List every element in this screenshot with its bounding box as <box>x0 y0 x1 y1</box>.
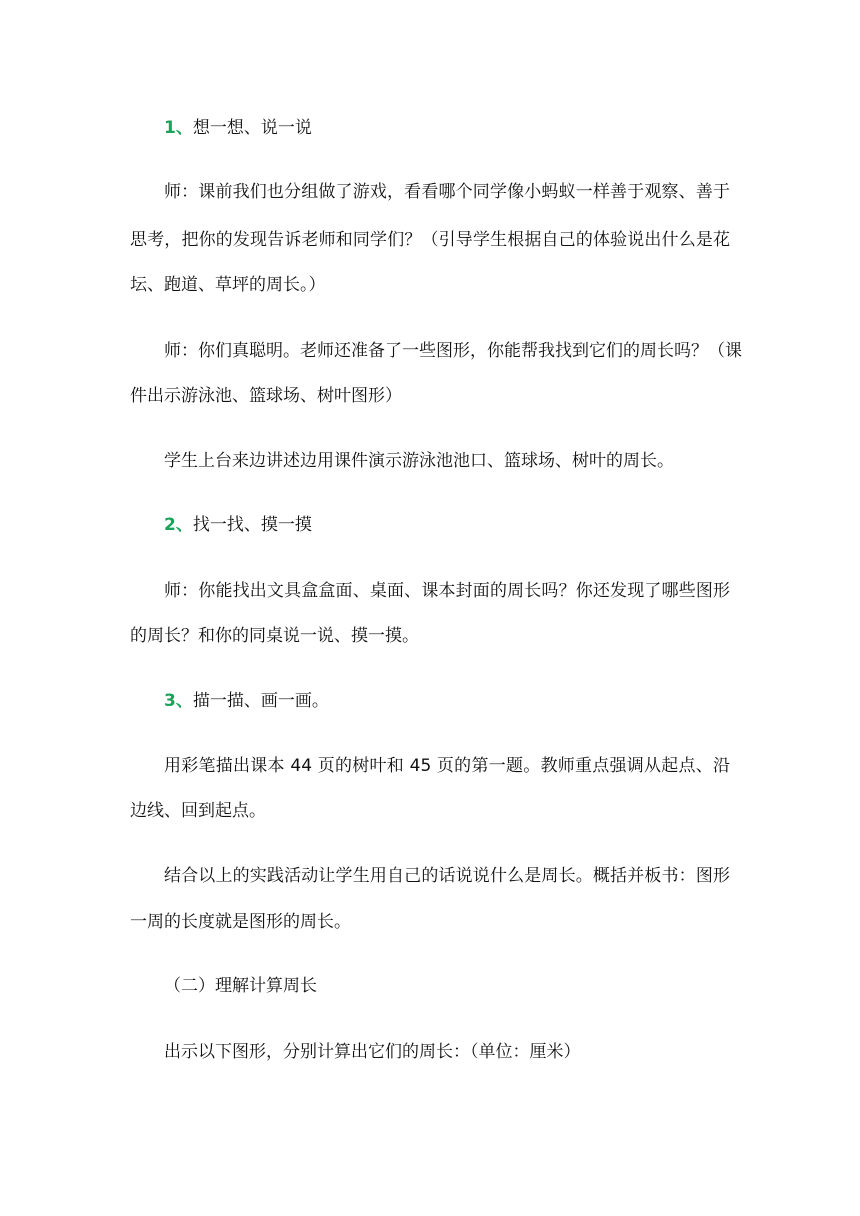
paragraph-line <box>130 181 730 203</box>
paragraph-text: 师：你们真聪明。老师还准备了一些图形，你能帮我找到它们的周长吗？（课 <box>164 341 742 361</box>
paragraph-line <box>130 229 730 251</box>
section-heading-2 <box>164 514 312 536</box>
paragraph-text: 结合以上的实践活动让学生用自己的话说说什么是周长。概括并板书：图形 <box>164 866 730 886</box>
section-number-2: 2、 <box>164 515 193 535</box>
paragraph-line <box>130 274 326 296</box>
section-title-2: 找一找、摸一摸 <box>192 515 312 535</box>
paragraph-text: 的周长？和你的同桌说一说、摸一摸。 <box>130 626 419 646</box>
section-number-3: 3、 <box>164 691 193 711</box>
paragraph-text: 边线、回到起点。 <box>130 801 266 821</box>
paragraph-text: 师：课前我们也分组做了游戏，看看哪个同学像小蚂蚁一样善于观察、善于 <box>164 182 730 202</box>
section-title-1: 想一想、说一说 <box>192 118 312 138</box>
section-title-3: 描一描、画一画。 <box>192 691 329 711</box>
paragraph-line <box>130 385 402 407</box>
paragraph-text: 坛、跑道、草坪的周长。） <box>130 275 326 295</box>
section-number-1: 1、 <box>164 118 193 138</box>
paragraph-line <box>130 911 351 933</box>
sub-heading <box>164 975 317 997</box>
paragraph-line <box>130 800 266 822</box>
paragraph-line <box>130 755 730 777</box>
paragraph-text: 师：你能找出文具盒盒面、桌面、课本封面的周长吗？你还发现了哪些图形 <box>164 581 730 601</box>
paragraph-text: 用彩笔描出课本 44 页的树叶和 45 页的第一题。教师重点强调从起点、沿 <box>164 756 730 776</box>
paragraph-line <box>130 580 730 602</box>
sub-heading-text: （二）理解计算周长 <box>164 976 317 996</box>
paragraph-text: 学生上台来边讲述边用课件演示游泳池池口、篮球场、树叶的周长。 <box>164 451 674 471</box>
paragraph-text: 出示以下图形，分别计算出它们的周长：（单位：厘米） <box>164 1042 581 1062</box>
paragraph-line <box>130 865 730 887</box>
section-heading-1 <box>164 117 312 139</box>
paragraph-text: 件出示游泳池、篮球场、树叶图形） <box>130 386 402 406</box>
paragraph-line <box>164 450 674 472</box>
section-heading-3 <box>164 690 329 712</box>
paragraph-line <box>130 340 742 362</box>
paragraph-line <box>130 625 419 647</box>
paragraph-line <box>164 1041 581 1063</box>
paragraph-text: 一周的长度就是图形的周长。 <box>130 912 351 932</box>
paragraph-text: 思考，把你的发现告诉老师和同学们？（引导学生根据自己的体验说出什么是花 <box>130 230 730 250</box>
